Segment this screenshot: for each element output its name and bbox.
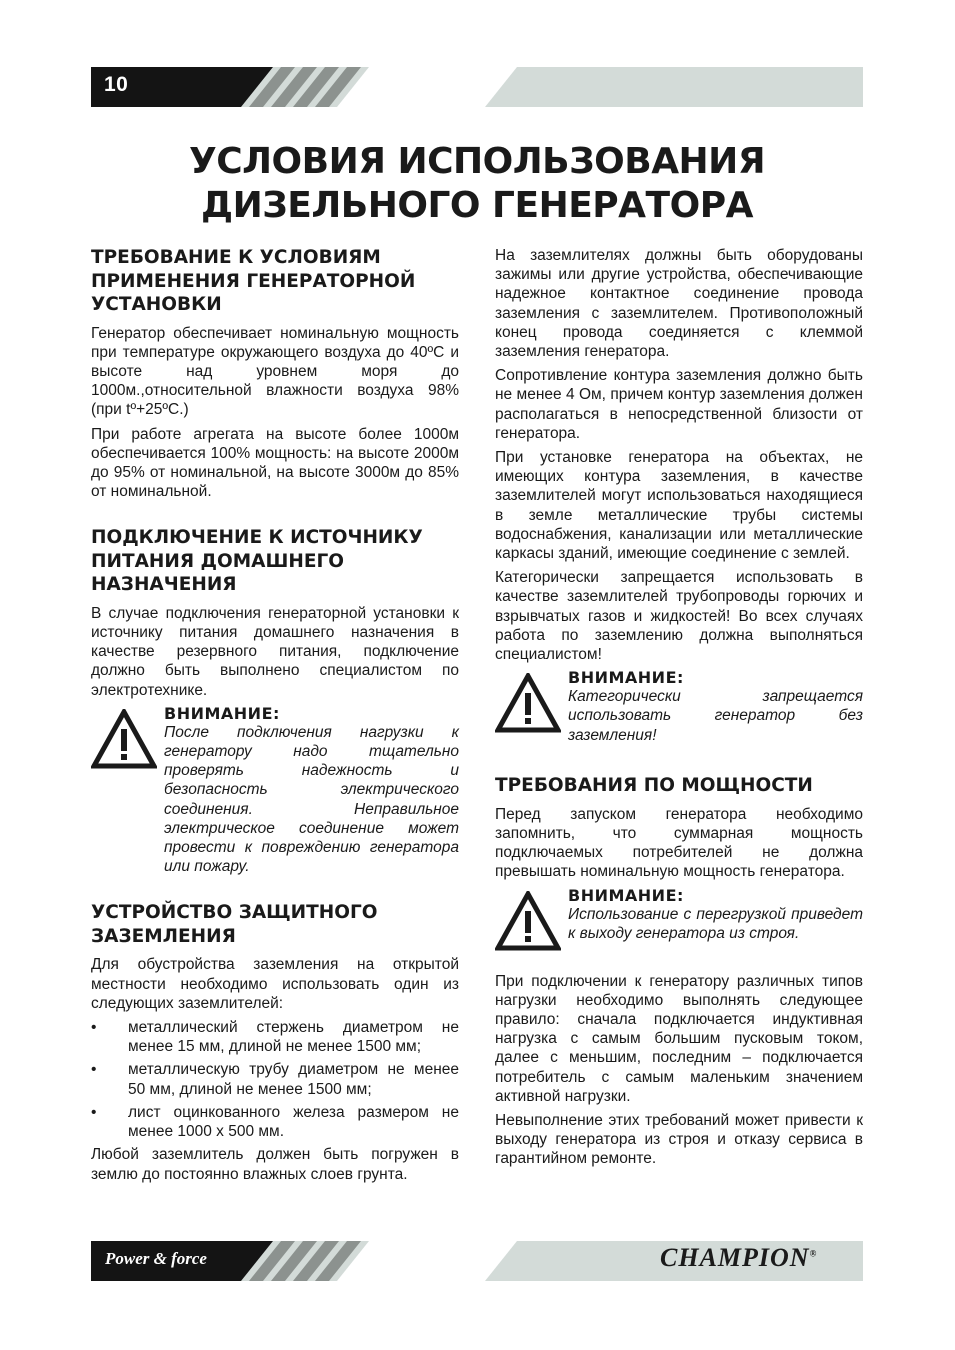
registered-mark: ® [809,1248,818,1259]
section-heading-home-connection: ПОДКЛЮЧЕНИЕ К ИСТОЧНИКУ ПИТАНИЯ ДОМАШНЕГО НАЗНАЧЕНИЯ [91,527,423,596]
warning-block [495,669,863,749]
section-heading-power: ТРЕБОВАНИЯ ПО МОЩНОСТИ [495,775,813,797]
warning-text: После подключения нагрузки к генератору надо тщательно проверять надежность и безопасность электрического соединения. Неправильное электрическое соединение может провести к повреждению генератора или пожару. [164,723,459,876]
paragraph: При установке генератора на объектах, не имеющих контура заземления, в качестве заземлителей могут использоваться находящиеся в земле металлические трубы системы водоснабжения, канализации или металлические каркасы зданий, имеющие соединение с землей. [495,449,863,563]
warning-triangle-icon [91,709,157,769]
warning-triangle-icon [495,891,561,951]
warning-block [91,705,459,877]
warning-title: ВНИМАНИЕ: [568,885,684,905]
header-band [91,67,863,107]
warning-title: ВНИМАНИЕ: [568,668,684,688]
paragraph: Перед запуском генератора необходимо запомнить, что суммарная мощность подключаемых потребителей не должна превышать номинальную мощность генератора. [495,805,863,881]
paragraph: На заземлителях должны быть оборудованы зажимы или другие устройства, обеспечивающие надежное контактное соединение провода заземления с заземлителем. Противоположный конец провода соединяется с клеммой заземления генератора. [495,247,863,361]
paragraph: Сопротивление контура заземления должно быть не менее 4 Ом, причем контур заземления должен располагаться в непосредственной близости от генератора. [495,367,863,442]
list-item: • металлическую трубу диаметром не менее 50 мм, длиной не менее 1500 мм; [91,1060,459,1098]
warning-text: Использование с перегрузкой приведет к выходу генератора из строя. [568,905,863,942]
page-number: 10 [104,73,129,96]
paragraph: Категорически запрещается использовать в качестве заземлителей трубопроводы горючих и взрывчатых газов и жидкостей! Во всех случаях работа по заземлению должна выполняться специалистом! [495,569,863,664]
warning-text: Категорически запрещается использовать генератор без заземления! [568,688,863,744]
title-line-2: ДИЗЕЛЬНОГО ГЕНЕРАТОРА [201,185,753,226]
page-title [91,140,863,228]
section-heading-conditions: ТРЕБОВАНИЕ К УСЛОВИЯМ ПРИМЕНЕНИЯ ГЕНЕРАТОРНОЙ УСТАНОВКИ [91,247,416,315]
paragraph: Для обустройства заземления на открытой местности необходимо использовать один из следующих заземлителей: [91,956,459,1012]
list-item: • металлический стержень диаметром не менее 15 мм, длиной не менее 1500 мм; [91,1018,459,1056]
champion-logo [660,1243,817,1273]
paragraph: Любой заземлитель должен быть погружен в землю до постоянно влажных слоев грунта. [91,1146,459,1183]
warning-triangle-icon [495,673,561,733]
paragraph: В случае подключения генераторной установки к источнику питания домашнего назначения в качестве резервного питания, подключение должно быть выполнено специалистом по электротехнике. [91,604,459,699]
title-line-1: УСЛОВИЯ ИСПОЛЬЗОВАНИЯ [188,141,766,182]
footer-slogan: Power & force [105,1249,207,1268]
list-item: • лист оцинкованного железа размером не менее 1000 х 500 мм. [91,1103,459,1141]
paragraph: При подключении к генератору различных типов нагрузки необходимо выполнять следующее правило: сначала подключается индуктивная нагрузка с самым большим пусковым током, далее с меньшим, последним – подключается потребитель с самым маленьким значением активной нагрузки. [495,972,863,1105]
paragraph: При работе агрегата на высоте более 1000м обеспечивается 100% мощность: на высоте 2000м до 95% от номинальной, на высоте 3000м до 85% от номинальной. [91,425,459,501]
right-column [495,246,863,1169]
paragraph: Невыполнение этих требований может привести к выходу генератора из строя и отказу сервиса в гарантийном ремонте. [495,1112,863,1168]
grounding-list [91,1018,459,1141]
warning-title: ВНИМАНИЕ: [164,703,280,723]
header-band-graphic [91,67,863,107]
warning-block [495,887,863,967]
paragraph: Генератор обеспечивает номинальную мощность при температуре окружающего воздуха до 40ºС и высоте над уровнем моря до 1000м.,относительной влажности воздуха 98% (при tº+25ºС.) [91,324,459,419]
section-heading-grounding: УСТРОЙСТВО ЗАЩИТНОГО ЗАЗЕМЛЕНИЯ [91,902,378,947]
brand-name: CHAMPION [660,1243,810,1272]
left-column [91,246,459,1184]
